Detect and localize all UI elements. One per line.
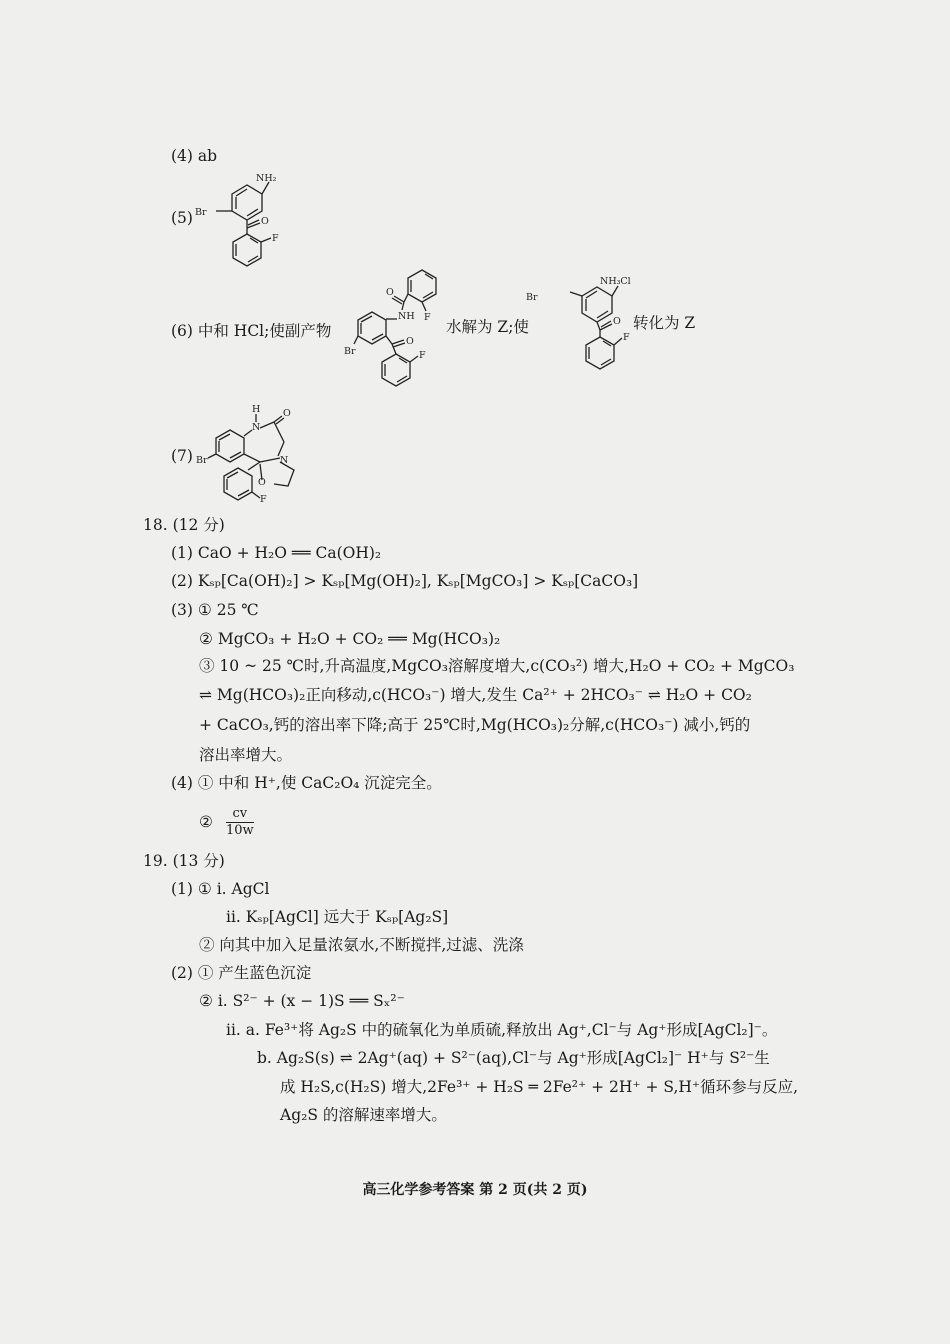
n-label-ring: N (280, 455, 289, 466)
q19-line-3: ② 向其中加入足量浓氨水,不断搅拌,过滤、洗涤 (199, 936, 524, 954)
q19-header: 19. (13 分) (143, 852, 225, 870)
q18-line-9: (4) ① 中和 H⁺,使 CaC₂O₄ 沉淀完全。 (171, 774, 442, 792)
f-label-salt: F (623, 332, 630, 343)
br-label-6b: Br (526, 292, 538, 303)
q18-line-4: ② MgCO₃ + H₂O + CO₂ ══ Mg(HCO₃)₂ (199, 630, 501, 648)
q19-line-5: ② ⅰ. S²⁻ + (x − 1)S ══ Sₓ²⁻ (199, 992, 405, 1010)
f-label: F (272, 233, 279, 244)
q19-line-7: b. Ag₂S(s) ⇌ 2Ag⁺(aq) + S²⁻(aq),Cl⁻与 Ag⁺形成[AgCl₂]⁻ H⁺与 S²⁻生 (257, 1049, 770, 1067)
f-label-bottom: F (419, 350, 426, 361)
q18-line-6: ⇌ Mg(HCO₃)₂正向移动,c(HCO₃⁻) 增大,发生 Ca²⁺ + 2HCO₃⁻ ⇌ H₂O + CO₂ (199, 686, 752, 704)
structure-6-amide-byproduct (342, 262, 452, 392)
q19-line-2: ⅱ. Kₛₚ[AgCl] 远大于 Kₛₚ[Ag₂S] (226, 908, 449, 926)
q18-header: 18. (12 分) (143, 516, 225, 534)
q18-line-7: + CaCO₃,钙的溶出率下降;高于 25℃时,Mg(HCO₃)₂分解,c(HCO₃⁻) 减小,钙的 (199, 716, 751, 734)
nh-label: NH (398, 311, 415, 322)
fraction-denominator: 10w (226, 823, 254, 838)
q19-line-8: 成 H₂S,c(H₂S) 增大,2Fe³⁺ + H₂S ═ 2Fe²⁺ + 2H⁺ + S,H⁺循环参与反应, (280, 1078, 799, 1096)
q19-line-6: ⅱ. a. Fe³⁺将 Ag₂S 中的硫氧化为单质硫,释放出 Ag⁺,Cl⁻与 Ag⁺形成[AgCl₂]⁻。 (226, 1021, 778, 1039)
q17-part6-mid: 水解为 Z;使 (446, 318, 529, 336)
q18-line-3: (3) ① 25 ℃ (171, 601, 259, 619)
q19-line-9: Ag₂S 的溶解速率增大。 (280, 1106, 447, 1124)
br-label: Br (195, 207, 207, 218)
f-label-top: F (424, 312, 431, 323)
q18-line-2: (2) Kₛₚ[Ca(OH)₂] > Kₛₚ[Mg(OH)₂], Kₛₚ[MgCO₃] > Kₛₚ[CaCO₃] (171, 572, 639, 590)
q19-line-1: (1) ① ⅰ. AgCl (171, 880, 270, 898)
o-label-amide: O (386, 287, 394, 298)
q18-line-1: (1) CaO + H₂O ══ Ca(OH)₂ (171, 544, 382, 562)
br-label-6a: Br (344, 346, 356, 357)
structure-7-oxazolo-benzodiazepine (196, 400, 316, 505)
o-label-oxazolidine: O (258, 477, 266, 488)
fraction-numerator: cv (232, 806, 248, 821)
nh3cl-label: NH₃Cl (600, 276, 631, 287)
page-footer: 高三化学参考答案 第 2 页(共 2 页) (362, 1182, 588, 1198)
f-label-7: F (260, 494, 267, 505)
q19-line-4: (2) ① 产生蓝色沉淀 (171, 964, 312, 982)
q18-line-8: 溶出率增大。 (199, 746, 293, 764)
q17-part6-prefix: (6) 中和 HCl;使副产物 (171, 322, 332, 340)
q17-part7-label: (7) (171, 447, 193, 465)
q18-line-5: ③ 10 ~ 25 ℃时,升高温度,MgCO₃溶解度增大,c(CO₃²) 增大,H₂O + CO₂ + MgCO₃ (199, 657, 795, 675)
q17-part5-label: (5) (171, 209, 193, 227)
n-label-amide: N (252, 422, 261, 433)
nh2-label: NH₂ (256, 173, 277, 184)
br-label-7: Br (196, 455, 208, 466)
h-label: H (252, 404, 261, 415)
q18-fraction (226, 806, 254, 839)
o-label-salt: O (613, 316, 621, 327)
o-label: O (261, 216, 269, 227)
q17-part6-suffix: 转化为 Z (633, 314, 696, 332)
structure-5-aminobenzophenone (192, 168, 302, 263)
o-label-lactam: O (283, 408, 291, 419)
q17-part4: (4) ab (171, 147, 218, 165)
q18-line-10: ② (199, 813, 213, 831)
o-label-ketone: O (406, 336, 414, 347)
